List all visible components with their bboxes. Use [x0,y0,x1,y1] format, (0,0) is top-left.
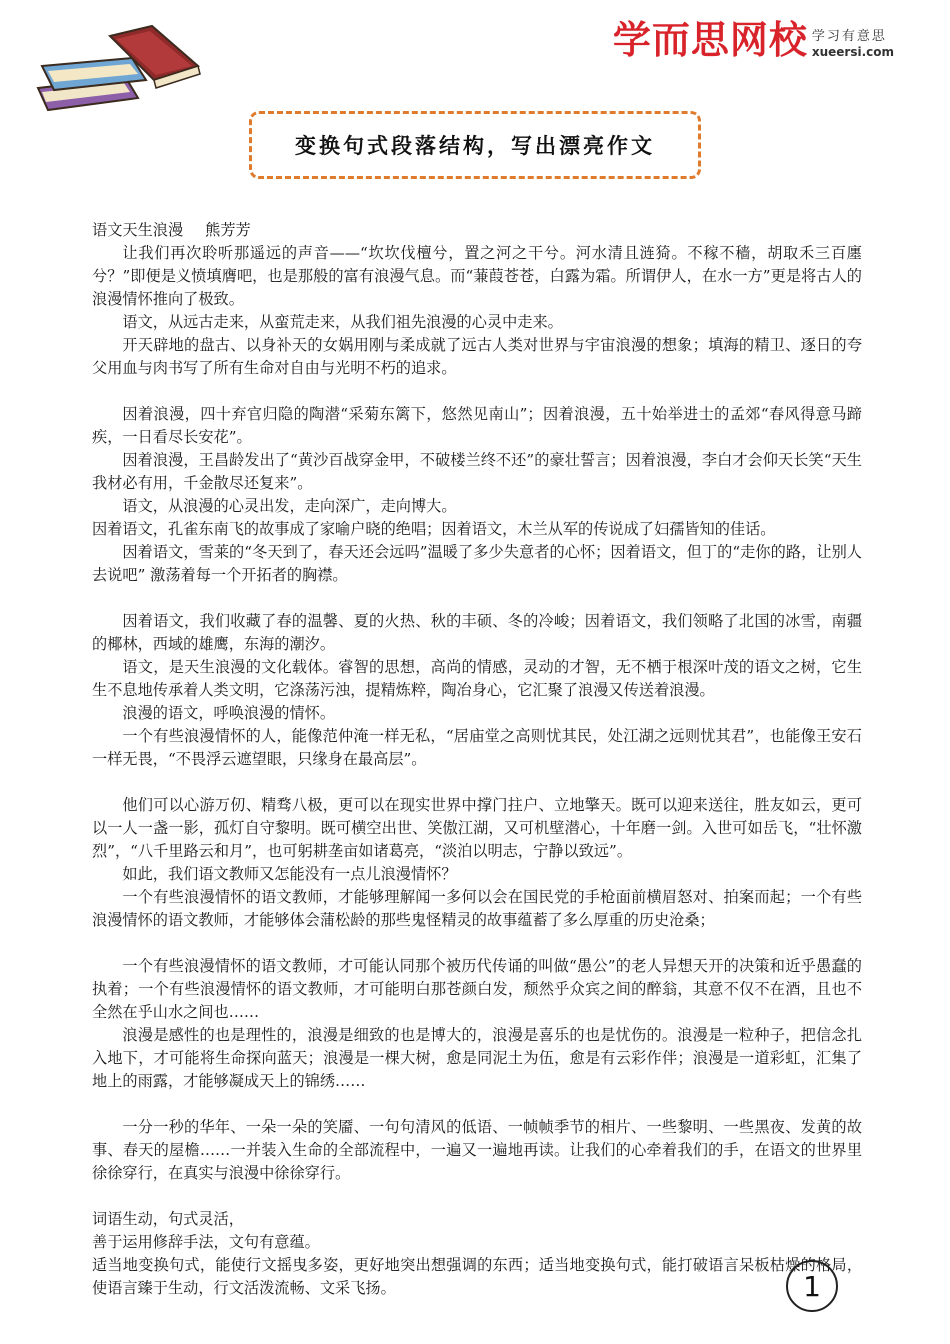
title-frame [249,111,701,179]
paragraph: 因着语文，我们收藏了春的温馨、夏的火热、秋的丰硕、冬的冷峻；因着语文，我们领略了北国的冰雪，南疆的椰林，西域的雄鹰，东海的潮汐。 [92,612,862,653]
article-byline [92,219,862,242]
summary-line: 词语生动，句式灵活， [92,1210,244,1228]
stacked-books-icon [34,22,204,112]
paragraph: 如此，我们语文教师又怎能没有一点儿浪漫情怀？ [122,865,457,883]
paragraph: 他们可以心游万仞、精骛八极，更可以在现实世界中撑门拄户、立地擎天。既可以迎来送往，胜友如云，更可以一人一盏一影，孤灯自守黎明。既可横空出世、笑傲江湖，又可机壁潜心，十年磨一剑。入世可如岳飞，“壮怀激烈”，“八千里路云和月”，也可躬耕垄亩如诸葛亮，“淡泊以明志，宁静以致远”。 [92,796,862,860]
summary-line: 善于运用修辞手法，文句有意蕴。 [92,1233,320,1251]
article-body [92,219,862,1300]
logo-slogan: 学习有意思 [811,29,887,44]
paragraph: 语文，从远古走来，从蛮荒走来，从我们祖先浪漫的心灵中走来。 [122,313,563,331]
paragraph: 因着浪漫，四十弃官归隐的陶潜“采菊东篱下，悠然见南山”；因着浪漫，五十始举进士的孟郊“春风得意马蹄疾，一日看尽长安花”。 [92,405,862,446]
logo-name: 学而思网校 [612,18,808,62]
paragraph: 语文，从浪漫的心灵出发，走向深广，走向博大。 [122,497,457,515]
paragraph: 开天辟地的盘古、以身补天的女娲用刚与柔成就了远古人类对世界与宇宙浪漫的想象；填海的精卫、逐日的夸父用血与肉书写了所有生命对自由与光明不朽的追求。 [92,336,862,377]
paragraph: 一个有些浪漫情怀的语文教师，才能够理解闻一多何以会在国民党的手枪面前横眉怒对、拍案而起；一个有些浪漫情怀的语文教师，才能够体会蒲松龄的那些鬼怪精灵的故事蕴蓄了多么厚重的历史沧桑； [92,888,862,929]
paragraph: 一个有些浪漫情怀的人，能像范仲淹一样无私，“居庙堂之高则忧其民，处江湖之远则忧其君”，也能像王安石一样无畏，“不畏浮云遮望眼，只缘身在最高层”。 [92,727,862,768]
paragraph: 一分一秒的华年、一朵一朵的笑靥、一句句清风的低语、一帧帧季节的相片、一些黎明、一些黑夜、发黄的故事、春天的屋檐……一并装入生命的全部流程中，一遍又一遍地再读。让我们的心牵着我们的手，在语文的世界里徐徐穿行，在真实与浪漫中徐徐穿行。 [92,1118,862,1182]
page-number: 1 [786,1260,838,1312]
paragraph: 语文，是天生浪漫的文化载体。睿智的思想，高尚的情感，灵动的才智，无不栖于根深叶茂的语文之树，它生生不息地传承着人类文明，它涤荡污浊，提精炼粹，陶冶身心，它汇聚了浪漫又传送着浪漫。 [92,658,862,699]
brand-logo [613,18,894,62]
paragraph: 因着浪漫，王昌龄发出了“黄沙百战穿金甲，不破楼兰终不还”的豪壮誓言；因着浪漫，李白才会仰天长笑“天生我材必有用，千金散尽还复来”。 [92,451,862,492]
logo-url: xueersi.com [811,45,894,59]
article-heading: 语文天生浪漫 [92,221,184,239]
summary-line: 适当地变换句式，能使行文摇曳多姿，更好地突出想强调的东西；适当地变换句式，能打破语言呆板枯燥的格局，使语言臻于生动，行文活泼流畅、文采飞扬。 [92,1256,862,1297]
paragraph: 因着语文，雪莱的“冬天到了，春天还会远吗”温暖了多少失意者的心怀；因着语文，但丁的“走你的路，让别人去说吧” 激荡着每一个开拓者的胸襟。 [92,543,862,584]
paragraph: 浪漫的语文，呼唤浪漫的情怀。 [122,704,336,722]
paragraph: 因着语文，孔雀东南飞的故事成了家喻户晓的绝唱；因着语文，木兰从军的传说成了妇孺皆知的佳话。 [92,520,776,538]
article-author: 熊芳芳 [205,221,251,239]
paragraph: 浪漫是感性的也是理性的，浪漫是细致的也是博大的，浪漫是喜乐的也是忧伤的。浪漫是一粒种子，把信念扎入地下，才可能将生命探向蓝天；浪漫是一棵大树，愈是同泥土为伍，愈是有云彩作伴；浪漫是一道彩虹，汇集了地上的雨露，才能够凝成天上的锦绣…… [92,1026,862,1090]
paragraph: 让我们再次聆听那遥远的声音——“坎坎伐檀兮，置之河之干兮。河水清且涟猗。不稼不穑，胡取禾三百廛兮？”即便是义愤填膺吧，也是那般的富有浪漫气息。而“蒹葭苍苍，白露为霜。所谓伊人，在水一方”更是将古人的浪漫情怀推向了极致。 [92,244,862,308]
page-title: 变换句式段落结构，写出漂亮作文 [295,133,655,158]
paragraph: 一个有些浪漫情怀的语文教师，才可能认同那个被历代传诵的叫做“愚公”的老人异想天开的决策和近乎愚蠢的执着；一个有些浪漫情怀的语文教师，才可能明白那苍颜白发，颓然乎众宾之间的醉翁，其意不仅不在酒，且也不全然在乎山水之间也…… [92,957,862,1021]
